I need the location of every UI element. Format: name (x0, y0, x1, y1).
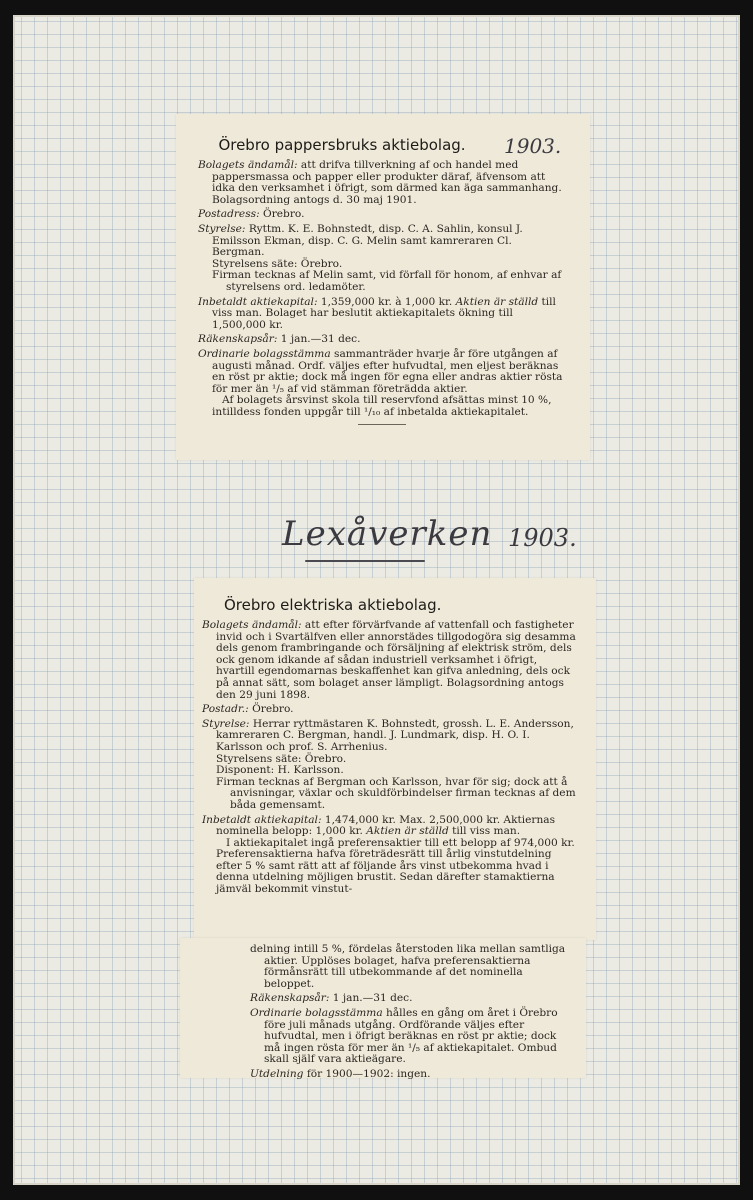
clipping-orebro-elektriska-continued (180, 938, 586, 1078)
heading-underline (305, 560, 425, 562)
fiscal-year-field: Räkenskapsår: 1 jan.—31 dec. (198, 333, 361, 346)
handwritten-year-1: 1903. (504, 134, 562, 158)
address-field: Postadress: Örebro. (198, 208, 305, 221)
meeting-field: Ordinarie bolagsstämma hålles en gång om året i Örebro före juli månads utgång. Ordförande väljes efter hufvudtal, men i öfrigt beräknas en röst pr aktie; dock må ingen rösta för mer än ¹/₅ af aktiekapitalet. Ombud skall själf vara aktieägare. (250, 1006, 558, 1066)
capital-field: Inbetaldt aktiekapital: 1,474,000 kr. Max. 2,500,000 kr. Aktiernas nominella belopp: 1,000 kr. Aktien är ställd till viss man. (202, 813, 556, 838)
board-field: Styrelse: Ryttm. K. E. Bohnstedt, disp. C. A. Sahlin, konsul J. Emilsson Ekman, disp. C. G. Melin samt kamreraren Cl. Bergman. (198, 222, 523, 259)
address-field: Postadr.: Örebro. (202, 703, 294, 716)
board-manager: Disponent: H. Karlsson. (216, 764, 344, 777)
preference-shares-note: I aktiekapitalet ingå preferensaktier till ett belopp af 974,000 kr. Preferensaktierna hafva företrädesrätt till årlig vinstutdelning efter 5 % samt rätt att af följande års vinst utbekomma hvad i denna utdelning möjligen brustit. Sedan därefter stamaktierna jämväl bekommit vinstut- (216, 836, 575, 896)
board-field: Styrelse: Herrar ryttmästaren K. Bohnstedt, grossh. L. E. Andersson, kamreraren C. Bergman, handl. J. Lundmark, disp. H. O. I. Karlsson och prof. S. Arrhenius. (202, 717, 574, 753)
clipping-title: Örebro pappersbruks aktiebolag. (218, 136, 466, 154)
purpose-field: Bolagets ändamål: att drifva tillverkning af och handel med pappersmassa och papper eller produkter däraf, äfvensom att idka den verksamhet i öfrigt, som därmed kan äga sammanhang. Bolagsordning antogs d. 30 maj 1901. (198, 159, 562, 206)
clipping-orebro-pappersbruk (176, 114, 590, 460)
board-signing: Firman tecknas af Melin samt, vid förfall för honom, af enhvar af styrelsens ord. ledamöter. (212, 269, 562, 293)
purpose-field: Bolagets ändamål: att efter förvärfvande af vattenfall och fastigheter invid och i Svartälfven eller annorstädes tillgodogöra sig desamma dels genom frambringande och försäljning af elektrisk ström, dels ock genom idkande af sådan industriell verksamhet i öfrigt, hvartill egendomarnas beskaffenhet kan gifva anledning, dels ock på annat sätt, som bolaget anser lämpligt. Bolagsordning antogs den 29 juni 1898. (202, 619, 576, 701)
meeting-field: Ordinarie bolagsstämma sammanträder hvarje år före utgången af augusti månad. Ordf. väljes efter hufvudtal, men eljest beräknas en röst pr aktie; dock må ingen för egna eller andras aktier rösta för mer än ¹/₅ af vid stämman företrädda aktier. (198, 347, 563, 395)
fiscal-year-field: Räkenskapsår: 1 jan.—31 dec. (250, 992, 413, 1005)
handwritten-heading: Lexåverken (282, 514, 493, 554)
board-signing: Firman tecknas af Bergman och Karlsson, hvar för sig; dock att å anvisningar, växlar och skuldförbindelser firman tecknas af dem båda gemensamt. (216, 775, 576, 811)
clipping-title: Örebro elektriska aktiebolag. (224, 596, 442, 614)
clipping-orebro-elektriska (194, 578, 596, 940)
reserve-note: Af bolagets årsvinst skola till reservfond afsättas minst 10 %, intilldess fonden uppgår till ¹/₁₀ af inbetalda aktiekapitalet. (212, 394, 552, 418)
continuation-text: delning intill 5 %, fördelas återstoden lika mellan samtliga aktier. Upplöses bolaget, hafva preferensaktierna förmånsrätt till utbekommande af det nominella beloppet. (250, 943, 566, 990)
board-seat: Styrelsens säte: Örebro. (216, 752, 347, 765)
capital-field: Inbetaldt aktiekapital: 1,359,000 kr. à 1,000 kr. Aktien är ställd till viss man. Bolaget har beslutit aktiekapitalets ökning till 1,500,000 kr. (198, 295, 556, 331)
end-rule (358, 424, 406, 425)
handwritten-heading-year: 1903. (508, 524, 577, 552)
board-seat: Styrelsens säte: Örebro. (212, 257, 343, 270)
dividend-field: Utdelning för 1900—1902: ingen. (250, 1067, 431, 1080)
